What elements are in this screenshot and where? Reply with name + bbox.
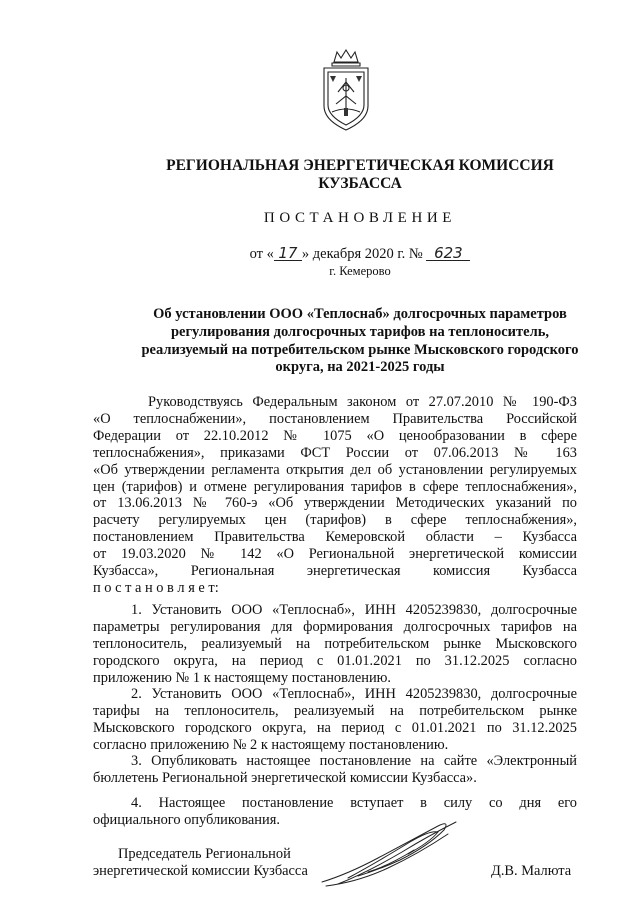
text-line: параметры регулирования для формирования долгосрочных тарифов на [93,618,577,635]
text-line: теплоснабжения», приказами ФСТ России от 07.06.2013 № 163 [93,444,577,461]
signatory-title-line1: Председатель Региональной [118,846,291,862]
text-line: от 13.06.2013 № 760-э «Об утверждении Методических указаний по [93,495,577,512]
organization-name-region: КУЗБАССА [318,175,402,192]
text-line: от 19.03.2020 № 142 «О Региональной энергетической комиссии [93,546,577,563]
text-line: теплоноситель, реализуемый на потребительском рынке Мысковского [93,635,577,652]
text-line: 3. Опубликовать настоящее постановление на сайте «Электронный [131,753,577,769]
handwritten-day: 17 [274,246,302,261]
decree-city: г. Кемерово [329,264,391,278]
handwritten-signature [318,812,468,892]
text-line: 2. Установить ООО «Теплоснаб», ИНН 4205239830, долгосрочные [131,686,577,702]
decree-date-line [120,246,600,263]
preamble-paragraph [93,394,577,597]
signatory-name: Д.В. Малюта [491,863,572,879]
text-line: 4. Настоящее постановление вступает в силу со дня его [131,795,577,811]
text-line: приложению № 1 к настоящему постановлению. [93,669,392,686]
text-line: цен (тарифов) и отмене регулирования тарифов в сфере теплоснабжения», [93,478,577,495]
text-line: Мысковского городского округа, на период с 01.01.2021 по 31.12.2025 [93,719,577,736]
text-line: городского округа, на период с 01.01.2021 по 31.12.2025 согласно [93,652,577,669]
decree-subject: Об установлении ООО «Теплоснаб» долгосрочных параметров регулирования долгосрочных тарифов на теплоноситель, реализуемый на потребительском рынке Мысковского городского округа, на 2021-2025 годы [141,306,579,376]
coat-of-arms-icon [314,48,378,134]
date-prefix: от « [249,246,274,262]
text-line: Руководствуясь Федеральным законом от 27.07.2010 № 190-ФЗ [148,394,577,410]
text-line: Федерации от 22.10.2012 № 1075 «О ценообразовании в сфере [93,427,577,444]
text-line: бюллетень Региональной энергетической комиссии Кузбасса». [93,769,477,786]
text-line: п о с т а н о в л я е т: [93,579,219,596]
paragraph-3 [93,753,577,787]
text-line: тарифы на теплоноситель, реализуемый на потребительском рынке [93,702,577,719]
paragraph-1 [93,602,577,687]
text-line: постановлением Правительства Кемеровской области – Кузбасса [93,529,577,546]
text-line: «О теплоснабжении», постановлением Правительства Российской [93,410,577,427]
text-line: официального опубликования. [93,811,280,828]
handwritten-decree-number: 623 [426,246,470,261]
text-line: 1. Установить ООО «Теплоснаб», ИНН 4205239830, долгосрочные [131,602,577,618]
text-line: расчету регулируемых цен (тарифов) в сфере теплоснабжения», [93,512,577,529]
organization-name: РЕГИОНАЛЬНАЯ ЭНЕРГЕТИЧЕСКАЯ КОМИССИЯ [166,157,554,174]
paragraph-2 [93,686,577,754]
signatory-title-line2: энергетической комиссии Кузбасса [93,863,308,879]
date-middle: » декабря 2020 г. № [301,246,423,262]
document-type-title: ПОСТАНОВЛЕНИЕ [263,210,457,226]
text-line: Кузбасса», Региональная энергетическая комиссия Кузбасса [93,563,577,580]
text-line: согласно приложению № 2 к настоящему постановлению. [93,736,449,753]
text-line: «Об утверждении регламента открытия дел об установлении регулируемых [93,461,577,478]
